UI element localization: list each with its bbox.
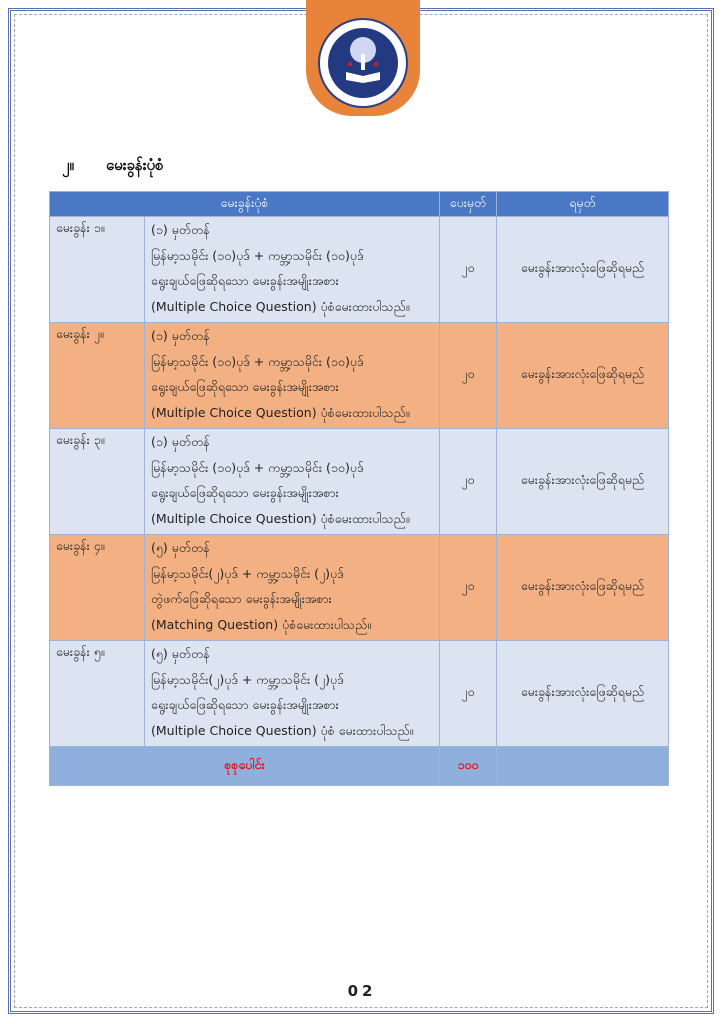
total-empty-cell — [497, 747, 669, 786]
question-label: မေးခွန်း ၅။ — [50, 641, 145, 747]
description-line: (Multiple Choice Question) ပုံစံမေးထားပါသည်။ — [151, 298, 410, 314]
description-line: မြန်မာ့သမိုင်း(၂)ပုဒ် + ကမ္ဘာ့သမိုင်း (၂)ပုဒ် — [151, 671, 344, 687]
description-line: ရွေးချယ်ဖြေဆိုရသော မေးခွန်းအမျိုးအစား — [151, 273, 339, 288]
question-description — [145, 429, 440, 535]
description-line: (Multiple Choice Question) ပုံစံ မေးထားပါသည်။ — [151, 722, 414, 738]
section-number: ၂။ — [62, 156, 74, 174]
description-line: (၁) မှတ်တန် — [151, 328, 210, 343]
marks-cell: ၂၀ — [440, 535, 497, 641]
question-label: မေးခွန်း ၂။ — [50, 323, 145, 429]
question-label: မေးခွန်း ၁။ — [50, 217, 145, 323]
description-line: (၅) မှတ်တန် — [151, 646, 210, 661]
note-cell: မေးခွန်းအားလုံးဖြေဆိုရမည် — [497, 217, 669, 323]
table-row — [50, 429, 669, 535]
section-heading — [62, 156, 164, 178]
description-line: (၅) မှတ်တန် — [151, 540, 210, 555]
question-label: မေးခွန်း ၄။ — [50, 535, 145, 641]
header-question-format: မေးခွန်းပုံစံ — [50, 192, 440, 217]
description-line: မြန်မာ့သမိုင်း (၁၀)ပုဒ် + ကမ္ဘာ့သမိုင်း (၁၀)ပုဒ် — [151, 353, 364, 369]
marks-cell: ၂၀ — [440, 429, 497, 535]
description-line: (Multiple Choice Question) ပုံစံမေးထားပါသည်။ — [151, 404, 410, 420]
description-line: မြန်မာ့သမိုင်း(၂)ပုဒ် + ကမ္ဘာ့သမိုင်း (၂)ပုဒ် — [151, 565, 344, 581]
description-line: မြန်မာ့သမိုင်း (၁၀)ပုဒ် + ကမ္ဘာ့သမိုင်း (၁၀)ပုဒ် — [151, 459, 364, 475]
description-line: တွဲဖက်ဖြေဆိုရသော မေးခွန်းအမျိုးအစား — [151, 591, 332, 606]
total-label: စုစုပေါင်း — [50, 747, 440, 786]
question-description — [145, 535, 440, 641]
description-line: မြန်မာ့သမိုင်း (၁၀)ပုဒ် + ကမ္ဘာ့သမိုင်း (၁၀)ပုဒ် — [151, 247, 364, 263]
note-cell: မေးခွန်းအားလုံးဖြေဆိုရမည် — [497, 429, 669, 535]
question-label: မေးခွန်း ၃။ — [50, 429, 145, 535]
tree-book-icon — [340, 34, 386, 84]
page-number: 02 — [347, 982, 377, 1000]
question-description — [145, 641, 440, 747]
description-line: (၁) မှတ်တန် — [151, 222, 210, 237]
marks-cell: ၂၀ — [440, 323, 497, 429]
table-row — [50, 535, 669, 641]
note-cell: မေးခွန်းအားလုံးဖြေဆိုရမည် — [497, 535, 669, 641]
section-title: မေးခွန်းပုံစံ — [106, 156, 164, 174]
note-cell: မေးခွန်းအားလုံးဖြေဆိုရမည် — [497, 641, 669, 747]
header-allotted-marks: ပေးမှတ် — [440, 192, 497, 217]
marks-cell: ၂၀ — [440, 217, 497, 323]
table-row — [50, 217, 669, 323]
header-obtained-marks: ရမှတ် — [497, 192, 669, 217]
description-line: ရွေးချယ်ဖြေဆိုရသော မေးခွန်းအမျိုးအစား — [151, 379, 339, 394]
description-line: (Multiple Choice Question) ပုံစံမေးထားပါသည်။ — [151, 510, 410, 526]
table-row — [50, 641, 669, 747]
total-row — [50, 747, 669, 786]
marks-cell: ၂၀ — [440, 641, 497, 747]
question-format-table — [49, 191, 669, 786]
table-header-row — [50, 192, 669, 217]
question-description — [145, 323, 440, 429]
total-value: ၁၀၀ — [440, 747, 497, 786]
description-line: ရွေးချယ်ဖြေဆိုရသော မေးခွန်းအမျိုးအစား — [151, 485, 339, 500]
description-line: (Matching Question) ပုံစံမေးထားပါသည်။ — [151, 616, 371, 632]
table-row — [50, 323, 669, 429]
school-seal-icon — [318, 18, 408, 108]
description-line: ရွေးချယ်ဖြေဆိုရသော မေးခွန်းအမျိုးအစား — [151, 697, 339, 712]
note-cell: မေးခွန်းအားလုံးဖြေဆိုရမည် — [497, 323, 669, 429]
question-description — [145, 217, 440, 323]
description-line: (၁) မှတ်တန် — [151, 434, 210, 449]
